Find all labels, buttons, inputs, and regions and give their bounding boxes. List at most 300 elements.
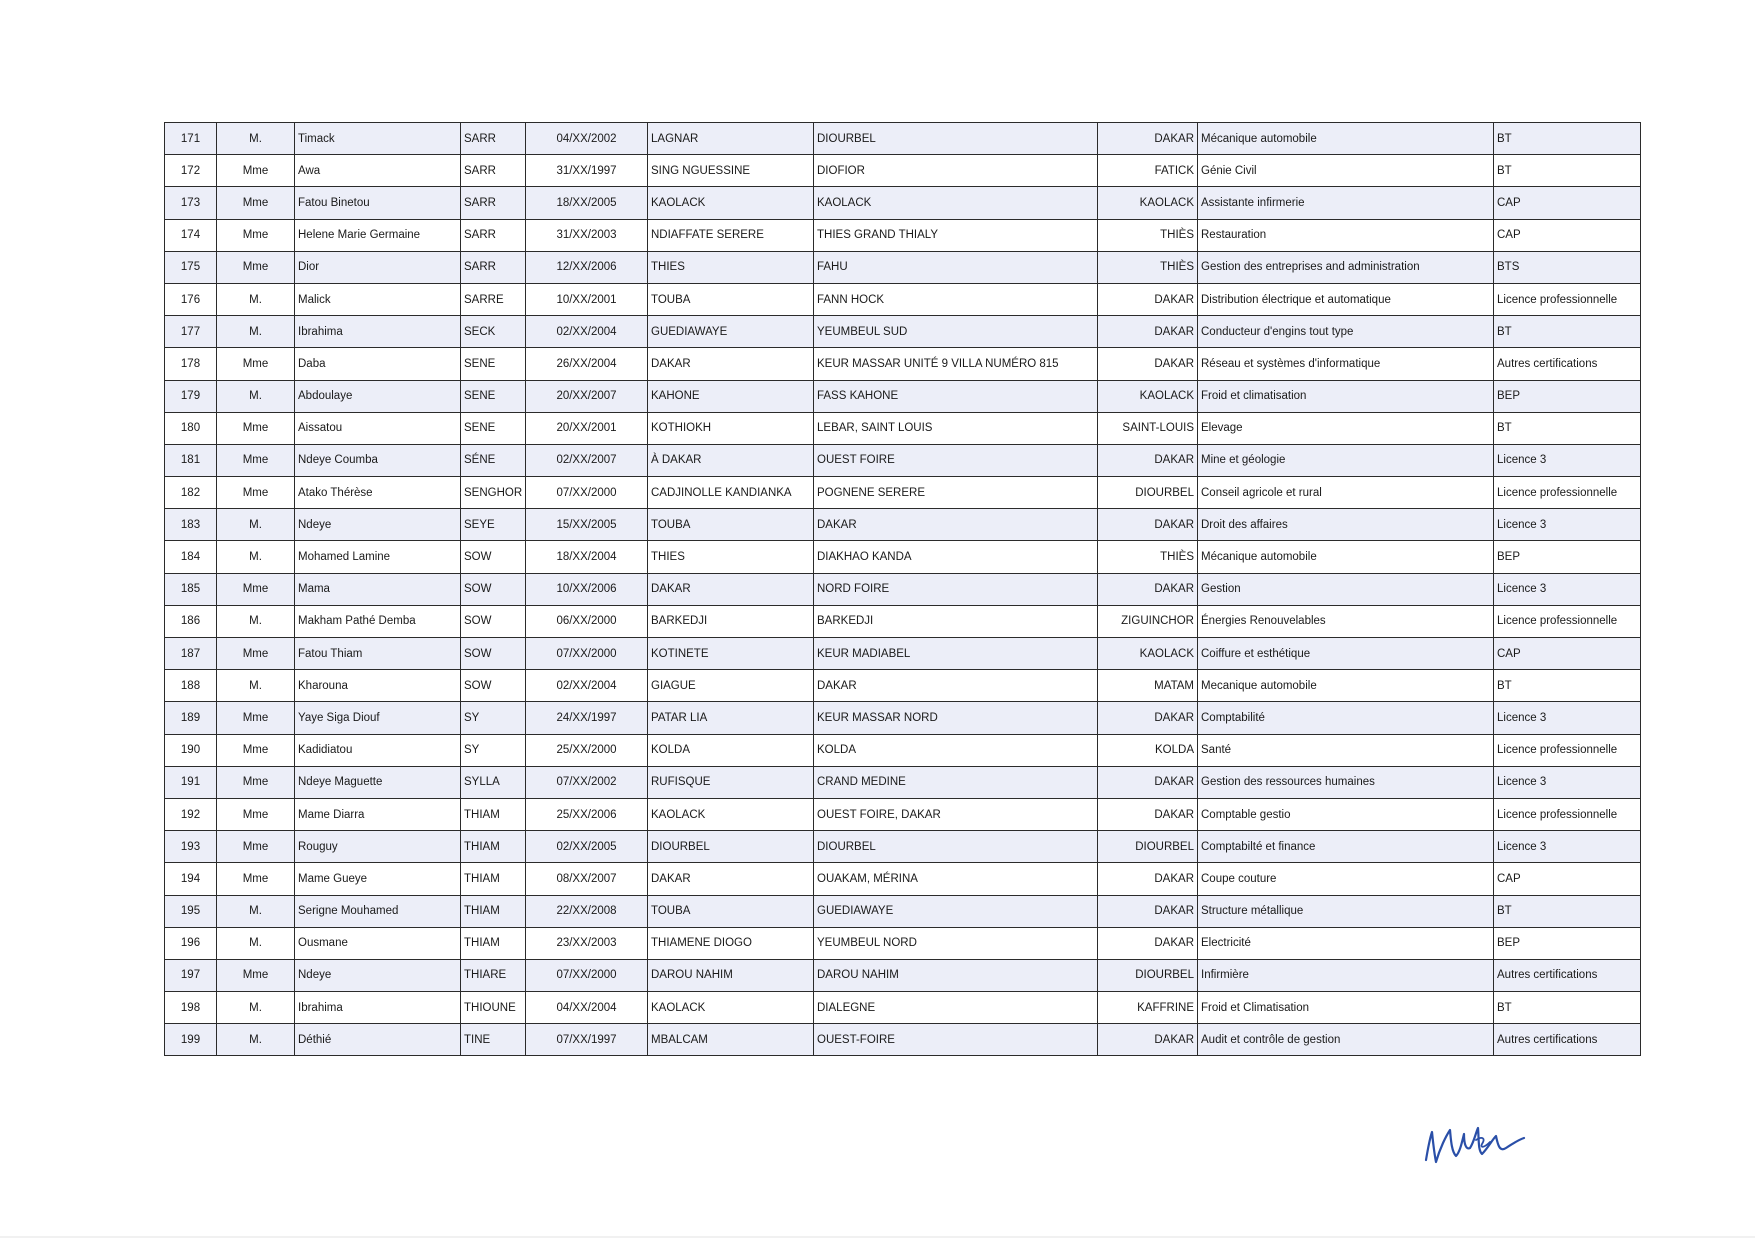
birth-date-cell: 02/XX/2005: [526, 831, 648, 863]
table-row: [165, 444, 1641, 476]
diploma-cell: Licence professionnelle: [1494, 605, 1641, 637]
row-number-cell: 171: [165, 123, 217, 155]
first-name-cell: Makham Pathé Demba: [295, 605, 461, 637]
civility-cell: M.: [217, 992, 295, 1024]
birthplace-cell: DAKAR: [648, 348, 814, 380]
birth-date-cell: 25/XX/2006: [526, 798, 648, 830]
region-cell: KOLDA: [1098, 734, 1198, 766]
last-name-cell: SOW: [461, 573, 526, 605]
first-name-cell: Mohamed Lamine: [295, 541, 461, 573]
region-cell: KAOLACK: [1098, 380, 1198, 412]
diploma-cell: Licence 3: [1494, 444, 1641, 476]
birthplace-cell: TOUBA: [648, 283, 814, 315]
civility-cell: Mme: [217, 798, 295, 830]
first-name-cell: Serigne Mouhamed: [295, 895, 461, 927]
row-number-cell: 173: [165, 187, 217, 219]
address-cell: OUEST-FOIRE: [814, 1024, 1098, 1056]
birth-date-cell: 06/XX/2000: [526, 605, 648, 637]
row-number-cell: 185: [165, 573, 217, 605]
training-field-cell: Froid et Climatisation: [1198, 992, 1494, 1024]
training-field-cell: Coupe couture: [1198, 863, 1494, 895]
training-field-cell: Comptable gestio: [1198, 798, 1494, 830]
first-name-cell: Kadidiatou: [295, 734, 461, 766]
row-number-cell: 178: [165, 348, 217, 380]
first-name-cell: Mame Diarra: [295, 798, 461, 830]
birthplace-cell: RUFISQUE: [648, 766, 814, 798]
address-cell: OUAKAM, MÉRINA: [814, 863, 1098, 895]
civility-cell: M.: [217, 670, 295, 702]
birth-date-cell: 24/XX/1997: [526, 702, 648, 734]
region-cell: THIÈS: [1098, 219, 1198, 251]
civility-cell: Mme: [217, 702, 295, 734]
last-name-cell: SENE: [461, 380, 526, 412]
first-name-cell: Mama: [295, 573, 461, 605]
training-field-cell: Santé: [1198, 734, 1494, 766]
last-name-cell: SARR: [461, 219, 526, 251]
region-cell: DAKAR: [1098, 766, 1198, 798]
address-cell: DIOFIOR: [814, 155, 1098, 187]
training-field-cell: Gestion des ressources humaines: [1198, 766, 1494, 798]
first-name-cell: Aissatou: [295, 412, 461, 444]
last-name-cell: SOW: [461, 638, 526, 670]
last-name-cell: SARR: [461, 155, 526, 187]
diploma-cell: Autres certifications: [1494, 1024, 1641, 1056]
last-name-cell: THIAM: [461, 927, 526, 959]
first-name-cell: Ousmane: [295, 927, 461, 959]
birth-date-cell: 02/XX/2004: [526, 670, 648, 702]
diploma-cell: CAP: [1494, 187, 1641, 219]
last-name-cell: SECK: [461, 316, 526, 348]
address-cell: THIES GRAND THIALY: [814, 219, 1098, 251]
region-cell: DAKAR: [1098, 444, 1198, 476]
diploma-cell: Licence 3: [1494, 831, 1641, 863]
first-name-cell: Ibrahima: [295, 316, 461, 348]
table-row: [165, 123, 1641, 155]
first-name-cell: Fatou Thiam: [295, 638, 461, 670]
row-number-cell: 192: [165, 798, 217, 830]
diploma-cell: CAP: [1494, 219, 1641, 251]
civility-cell: Mme: [217, 444, 295, 476]
civility-cell: Mme: [217, 863, 295, 895]
region-cell: DAKAR: [1098, 798, 1198, 830]
table-row: [165, 573, 1641, 605]
diploma-cell: CAP: [1494, 863, 1641, 895]
diploma-cell: BEP: [1494, 541, 1641, 573]
row-number-cell: 193: [165, 831, 217, 863]
first-name-cell: Rouguy: [295, 831, 461, 863]
birthplace-cell: TOUBA: [648, 509, 814, 541]
training-field-cell: Assistante infirmerie: [1198, 187, 1494, 219]
table-row: [165, 541, 1641, 573]
table-row: [165, 155, 1641, 187]
birth-date-cell: 07/XX/2000: [526, 959, 648, 991]
address-cell: FAHU: [814, 251, 1098, 283]
first-name-cell: Yaye Siga Diouf: [295, 702, 461, 734]
birth-date-cell: 23/XX/2003: [526, 927, 648, 959]
civility-cell: M.: [217, 509, 295, 541]
row-number-cell: 194: [165, 863, 217, 895]
last-name-cell: TINE: [461, 1024, 526, 1056]
first-name-cell: Daba: [295, 348, 461, 380]
civility-cell: Mme: [217, 734, 295, 766]
address-cell: OUEST FOIRE, DAKAR: [814, 798, 1098, 830]
birth-date-cell: 04/XX/2002: [526, 123, 648, 155]
last-name-cell: THIOUNE: [461, 992, 526, 1024]
birth-date-cell: 20/XX/2007: [526, 380, 648, 412]
region-cell: DAKAR: [1098, 283, 1198, 315]
training-field-cell: Conducteur d'engins tout type: [1198, 316, 1494, 348]
diploma-cell: Licence 3: [1494, 766, 1641, 798]
birthplace-cell: GIAGUE: [648, 670, 814, 702]
diploma-cell: Licence professionnelle: [1494, 477, 1641, 509]
table-row: [165, 380, 1641, 412]
region-cell: DAKAR: [1098, 509, 1198, 541]
training-field-cell: Comptabilité: [1198, 702, 1494, 734]
last-name-cell: SEYE: [461, 509, 526, 541]
row-number-cell: 198: [165, 992, 217, 1024]
birth-date-cell: 10/XX/2006: [526, 573, 648, 605]
last-name-cell: SOW: [461, 541, 526, 573]
birth-date-cell: 02/XX/2007: [526, 444, 648, 476]
birth-date-cell: 07/XX/1997: [526, 1024, 648, 1056]
address-cell: DAROU NAHIM: [814, 959, 1098, 991]
first-name-cell: Ndeye: [295, 959, 461, 991]
region-cell: KAOLACK: [1098, 187, 1198, 219]
region-cell: DAKAR: [1098, 863, 1198, 895]
civility-cell: Mme: [217, 219, 295, 251]
diploma-cell: Autres certifications: [1494, 959, 1641, 991]
last-name-cell: SARR: [461, 123, 526, 155]
table-row: [165, 605, 1641, 637]
training-field-cell: Distribution électrique et automatique: [1198, 283, 1494, 315]
row-number-cell: 172: [165, 155, 217, 187]
training-field-cell: Elevage: [1198, 412, 1494, 444]
birth-date-cell: 18/XX/2005: [526, 187, 648, 219]
address-cell: NORD FOIRE: [814, 573, 1098, 605]
diploma-cell: Licence 3: [1494, 509, 1641, 541]
table-row: [165, 798, 1641, 830]
diploma-cell: BT: [1494, 123, 1641, 155]
region-cell: DIOURBEL: [1098, 831, 1198, 863]
civility-cell: M.: [217, 1024, 295, 1056]
birthplace-cell: THIES: [648, 251, 814, 283]
table-row: [165, 219, 1641, 251]
civility-cell: M.: [217, 895, 295, 927]
row-number-cell: 174: [165, 219, 217, 251]
birthplace-cell: DAKAR: [648, 573, 814, 605]
first-name-cell: Ndeye Maguette: [295, 766, 461, 798]
training-field-cell: Mécanique automobile: [1198, 541, 1494, 573]
training-field-cell: Gestion des entreprises and administration: [1198, 251, 1494, 283]
address-cell: DIALEGNE: [814, 992, 1098, 1024]
address-cell: DIAKHAO KANDA: [814, 541, 1098, 573]
birth-date-cell: 20/XX/2001: [526, 412, 648, 444]
row-number-cell: 180: [165, 412, 217, 444]
birthplace-cell: DIOURBEL: [648, 831, 814, 863]
diploma-cell: Licence 3: [1494, 573, 1641, 605]
last-name-cell: SARR: [461, 187, 526, 219]
birthplace-cell: PATAR LIA: [648, 702, 814, 734]
roster-body: [165, 123, 1641, 1056]
training-field-cell: Structure métallique: [1198, 895, 1494, 927]
region-cell: DAKAR: [1098, 573, 1198, 605]
civility-cell: Mme: [217, 348, 295, 380]
last-name-cell: SOW: [461, 605, 526, 637]
birthplace-cell: KOLDA: [648, 734, 814, 766]
diploma-cell: BT: [1494, 155, 1641, 187]
civility-cell: M.: [217, 123, 295, 155]
last-name-cell: SY: [461, 702, 526, 734]
table-row: [165, 477, 1641, 509]
last-name-cell: SENGHOR: [461, 477, 526, 509]
address-cell: GUEDIAWAYE: [814, 895, 1098, 927]
table-row: [165, 316, 1641, 348]
table-row: [165, 638, 1641, 670]
first-name-cell: Timack: [295, 123, 461, 155]
table-row: [165, 509, 1641, 541]
training-field-cell: Coiffure et esthétique: [1198, 638, 1494, 670]
first-name-cell: Kharouna: [295, 670, 461, 702]
row-number-cell: 195: [165, 895, 217, 927]
diploma-cell: Licence 3: [1494, 702, 1641, 734]
address-cell: KEUR MADIABEL: [814, 638, 1098, 670]
row-number-cell: 191: [165, 766, 217, 798]
civility-cell: Mme: [217, 412, 295, 444]
diploma-cell: BTS: [1494, 251, 1641, 283]
training-field-cell: Énergies Renouvelables: [1198, 605, 1494, 637]
row-number-cell: 199: [165, 1024, 217, 1056]
first-name-cell: Helene Marie Germaine: [295, 219, 461, 251]
birthplace-cell: KOTHIOKH: [648, 412, 814, 444]
birthplace-cell: TOUBA: [648, 895, 814, 927]
address-cell: DIOURBEL: [814, 123, 1098, 155]
region-cell: KAFFRINE: [1098, 992, 1198, 1024]
region-cell: DIOURBEL: [1098, 959, 1198, 991]
birth-date-cell: 07/XX/2000: [526, 477, 648, 509]
address-cell: KAOLACK: [814, 187, 1098, 219]
first-name-cell: Atako Thérèse: [295, 477, 461, 509]
region-cell: THIÈS: [1098, 251, 1198, 283]
row-number-cell: 177: [165, 316, 217, 348]
civility-cell: M.: [217, 605, 295, 637]
address-cell: YEUMBEUL SUD: [814, 316, 1098, 348]
training-field-cell: Froid et climatisation: [1198, 380, 1494, 412]
last-name-cell: SARR: [461, 251, 526, 283]
birthplace-cell: DAKAR: [648, 863, 814, 895]
birth-date-cell: 08/XX/2007: [526, 863, 648, 895]
first-name-cell: Mame Gueye: [295, 863, 461, 895]
row-number-cell: 197: [165, 959, 217, 991]
signature-icon: [1420, 1118, 1530, 1178]
first-name-cell: Dior: [295, 251, 461, 283]
region-cell: DAKAR: [1098, 702, 1198, 734]
birthplace-cell: BARKEDJI: [648, 605, 814, 637]
address-cell: KEUR MASSAR UNITÉ 9 VILLA NUMÉRO 815: [814, 348, 1098, 380]
table-row: [165, 895, 1641, 927]
table-row: [165, 766, 1641, 798]
diploma-cell: CAP: [1494, 638, 1641, 670]
training-field-cell: Réseau et systèmes d'informatique: [1198, 348, 1494, 380]
birth-date-cell: 10/XX/2001: [526, 283, 648, 315]
birth-date-cell: 22/XX/2008: [526, 895, 648, 927]
last-name-cell: SYLLA: [461, 766, 526, 798]
birth-date-cell: 04/XX/2004: [526, 992, 648, 1024]
region-cell: DAKAR: [1098, 348, 1198, 380]
first-name-cell: Ndeye Coumba: [295, 444, 461, 476]
first-name-cell: Abdoulaye: [295, 380, 461, 412]
birth-date-cell: 18/XX/2004: [526, 541, 648, 573]
diploma-cell: Autres certifications: [1494, 348, 1641, 380]
table-row: [165, 187, 1641, 219]
civility-cell: Mme: [217, 187, 295, 219]
row-number-cell: 188: [165, 670, 217, 702]
region-cell: DIOURBEL: [1098, 477, 1198, 509]
birthplace-cell: À DAKAR: [648, 444, 814, 476]
region-cell: ZIGUINCHOR: [1098, 605, 1198, 637]
table-row: [165, 348, 1641, 380]
first-name-cell: Déthié: [295, 1024, 461, 1056]
address-cell: POGNENE SERERE: [814, 477, 1098, 509]
birth-date-cell: 12/XX/2006: [526, 251, 648, 283]
training-field-cell: Infirmière: [1198, 959, 1494, 991]
table-row: [165, 959, 1641, 991]
row-number-cell: 182: [165, 477, 217, 509]
first-name-cell: Ibrahima: [295, 992, 461, 1024]
table-row: [165, 992, 1641, 1024]
civility-cell: Mme: [217, 251, 295, 283]
birthplace-cell: SING NGUESSINE: [648, 155, 814, 187]
address-cell: FANN HOCK: [814, 283, 1098, 315]
civility-cell: M.: [217, 380, 295, 412]
civility-cell: M.: [217, 541, 295, 573]
last-name-cell: SOW: [461, 670, 526, 702]
birthplace-cell: KAOLACK: [648, 798, 814, 830]
table-row: [165, 670, 1641, 702]
civility-cell: Mme: [217, 573, 295, 605]
last-name-cell: SENE: [461, 412, 526, 444]
table-row: [165, 831, 1641, 863]
page-bottom-rule: [0, 1236, 1755, 1238]
region-cell: DAKAR: [1098, 1024, 1198, 1056]
birth-date-cell: 25/XX/2000: [526, 734, 648, 766]
region-cell: KAOLACK: [1098, 638, 1198, 670]
diploma-cell: BT: [1494, 895, 1641, 927]
civility-cell: M.: [217, 283, 295, 315]
first-name-cell: Awa: [295, 155, 461, 187]
birthplace-cell: KAHONE: [648, 380, 814, 412]
region-cell: MATAM: [1098, 670, 1198, 702]
diploma-cell: BT: [1494, 316, 1641, 348]
birth-date-cell: 07/XX/2002: [526, 766, 648, 798]
row-number-cell: 184: [165, 541, 217, 573]
birthplace-cell: CADJINOLLE KANDIANKA: [648, 477, 814, 509]
birth-date-cell: 31/XX/1997: [526, 155, 648, 187]
last-name-cell: THIARE: [461, 959, 526, 991]
diploma-cell: BT: [1494, 992, 1641, 1024]
civility-cell: Mme: [217, 831, 295, 863]
last-name-cell: THIAM: [461, 798, 526, 830]
birth-date-cell: 07/XX/2000: [526, 638, 648, 670]
civility-cell: M.: [217, 316, 295, 348]
birth-date-cell: 02/XX/2004: [526, 316, 648, 348]
diploma-cell: Licence professionnelle: [1494, 798, 1641, 830]
civility-cell: Mme: [217, 638, 295, 670]
birthplace-cell: NDIAFFATE SERERE: [648, 219, 814, 251]
training-field-cell: Audit et contrôle de gestion: [1198, 1024, 1494, 1056]
last-name-cell: THIAM: [461, 895, 526, 927]
address-cell: DAKAR: [814, 670, 1098, 702]
civility-cell: Mme: [217, 155, 295, 187]
birthplace-cell: MBALCAM: [648, 1024, 814, 1056]
diploma-cell: Licence professionnelle: [1494, 734, 1641, 766]
civility-cell: M.: [217, 927, 295, 959]
civility-cell: Mme: [217, 959, 295, 991]
training-field-cell: Génie Civil: [1198, 155, 1494, 187]
diploma-cell: Licence professionnelle: [1494, 283, 1641, 315]
address-cell: DAKAR: [814, 509, 1098, 541]
address-cell: OUEST FOIRE: [814, 444, 1098, 476]
last-name-cell: SÉNE: [461, 444, 526, 476]
table-row: [165, 734, 1641, 766]
address-cell: FASS KAHONE: [814, 380, 1098, 412]
table-row: [165, 863, 1641, 895]
address-cell: LEBAR, SAINT LOUIS: [814, 412, 1098, 444]
training-field-cell: Mécanique automobile: [1198, 123, 1494, 155]
region-cell: DAKAR: [1098, 123, 1198, 155]
birthplace-cell: THIES: [648, 541, 814, 573]
roster-table: [164, 122, 1641, 1056]
last-name-cell: SARRE: [461, 283, 526, 315]
table-row: [165, 412, 1641, 444]
row-number-cell: 196: [165, 927, 217, 959]
row-number-cell: 176: [165, 283, 217, 315]
training-field-cell: Conseil agricole et rural: [1198, 477, 1494, 509]
address-cell: YEUMBEUL NORD: [814, 927, 1098, 959]
last-name-cell: THIAM: [461, 863, 526, 895]
birth-date-cell: 31/XX/2003: [526, 219, 648, 251]
region-cell: FATICK: [1098, 155, 1198, 187]
address-cell: BARKEDJI: [814, 605, 1098, 637]
row-number-cell: 179: [165, 380, 217, 412]
diploma-cell: BEP: [1494, 380, 1641, 412]
address-cell: CRAND MEDINE: [814, 766, 1098, 798]
address-cell: KEUR MASSAR NORD: [814, 702, 1098, 734]
training-field-cell: Comptabilté et finance: [1198, 831, 1494, 863]
row-number-cell: 175: [165, 251, 217, 283]
region-cell: DAKAR: [1098, 927, 1198, 959]
birth-date-cell: 15/XX/2005: [526, 509, 648, 541]
table-row: [165, 1024, 1641, 1056]
row-number-cell: 183: [165, 509, 217, 541]
region-cell: THIÈS: [1098, 541, 1198, 573]
table-row: [165, 927, 1641, 959]
row-number-cell: 190: [165, 734, 217, 766]
last-name-cell: THIAM: [461, 831, 526, 863]
row-number-cell: 181: [165, 444, 217, 476]
birthplace-cell: KAOLACK: [648, 187, 814, 219]
training-field-cell: Droit des affaires: [1198, 509, 1494, 541]
address-cell: KOLDA: [814, 734, 1098, 766]
birthplace-cell: LAGNAR: [648, 123, 814, 155]
birthplace-cell: THIAMENE DIOGO: [648, 927, 814, 959]
training-field-cell: Gestion: [1198, 573, 1494, 605]
birthplace-cell: KOTINETE: [648, 638, 814, 670]
last-name-cell: SY: [461, 734, 526, 766]
civility-cell: Mme: [217, 477, 295, 509]
training-field-cell: Mecanique automobile: [1198, 670, 1494, 702]
region-cell: DAKAR: [1098, 316, 1198, 348]
first-name-cell: Malick: [295, 283, 461, 315]
